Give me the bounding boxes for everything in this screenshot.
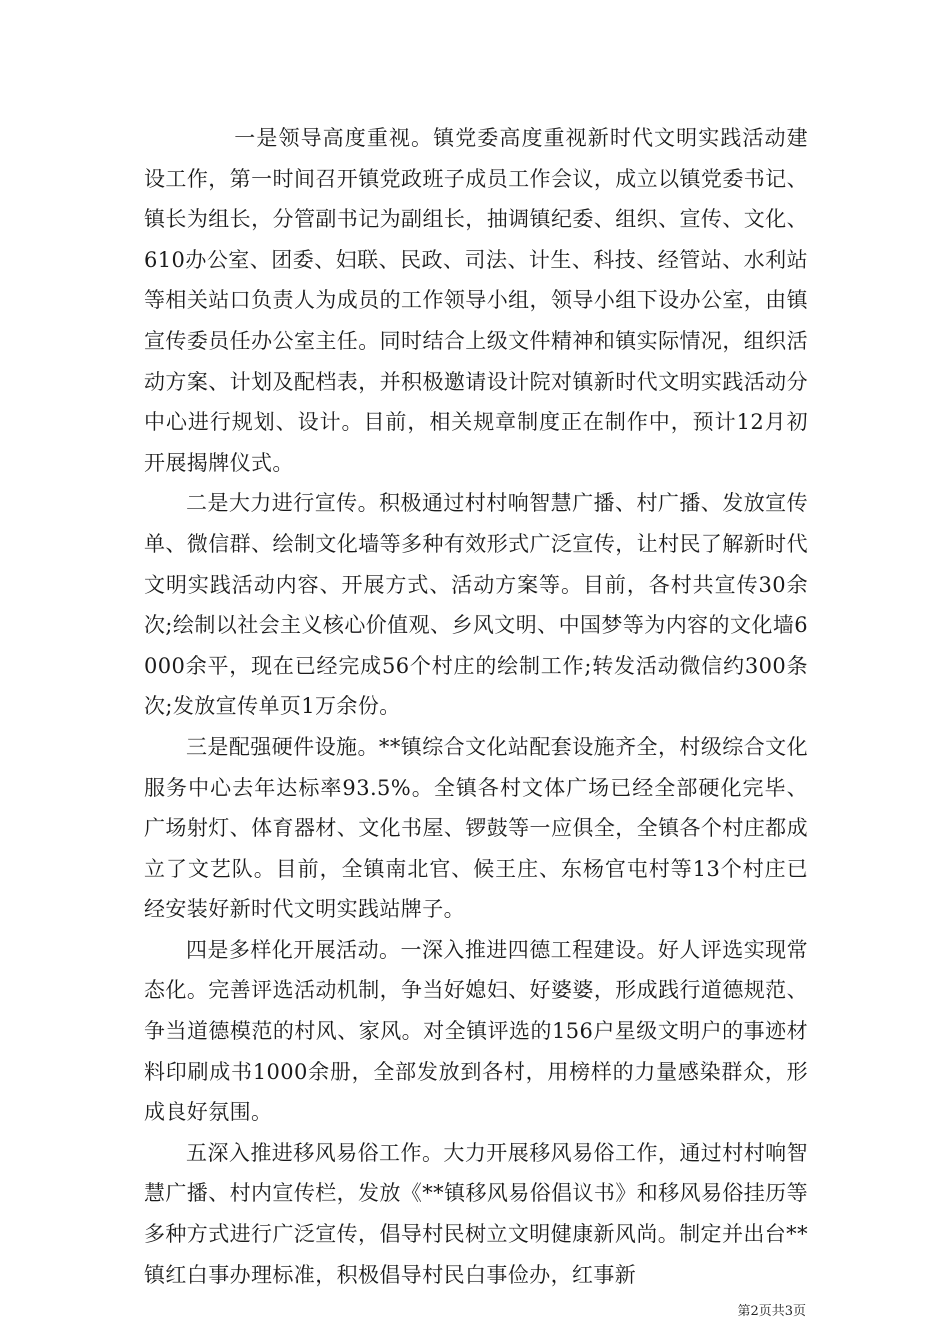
paragraph-publicity: 二是大力进行宣传。积极通过村村响智慧广播、村广播、发放宣传单、微信群、绘制文化墙等多种有效形式广泛宣传，让村民了解新时代文明实践活动内容、开展方式、活动方案等。目前，各村共宣传30余次;绘制以社会主义核心价值观、乡风文明、中国梦等为内容的文化墙6000余平，现在已经完成56个村庄的绘制工作;转发活动微信约300条次;发放宣传单页1万余份。 <box>144 491 808 719</box>
paragraph-leadership: 一是领导高度重视。镇党委高度重视新时代文明实践活动建设工作，第一时间召开镇党政班子成员工作会议，成立以镇党委书记、镇长为组长，分管副书记为副组长，抽调镇纪委、组织、宣传、文化、610办公室、团委、妇联、民政、司法、计生、科技、经管站、水利站等相关站口负责人为成员的工作领导小组，领导小组下设办公室，由镇宣传委员任办公室主任。同时结合上级文件精神和镇实际情况，组织活动方案、计划及配档表，并积极邀请设计院对镇新时代文明实践活动分中心进行规划、设计。目前，相关规章制度正在制作中，预计12月初开展揭牌仪式。 <box>144 126 808 475</box>
paragraph-activities: 四是多样化开展活动。一深入推进四德工程建设。好人评选实现常态化。完善评选活动机制，争当好媳妇、好婆婆，形成践行道德规范、争当道德模范的村风、家风。对全镇评选的156户星级文明户的事迹材料印刷成书1000余册，全部发放到各村，用榜样的力量感染群众，形成良好氛围。 <box>144 937 808 1125</box>
document-body <box>144 118 808 1295</box>
paragraph-facilities: 三是配强硬件设施。**镇综合文化站配套设施齐全，村级综合文化服务中心去年达标率93.5%。全镇各村文体广场已经全部硬化完毕、广场射灯、体育器材、文化书屋、锣鼓等一应俱全，全镇各个村庄都成立了文艺队。目前，全镇南北官、候王庄、东杨官屯村等13个村庄已经安装好新时代文明实践站牌子。 <box>144 734 808 922</box>
paragraph-customs-reform: 五深入推进移风易俗工作。大力开展移风易俗工作，通过村村响智慧广播、村内宣传栏，发放《**镇移风易俗倡议书》和移风易俗挂历等多种方式进行广泛宣传，倡导村民树立文明健康新风尚。制定并出台**镇红白事办理标准，积极倡导村民白事俭办，红事新 <box>144 1140 808 1287</box>
page-number-footer: 第2页共3页 <box>737 1304 806 1319</box>
